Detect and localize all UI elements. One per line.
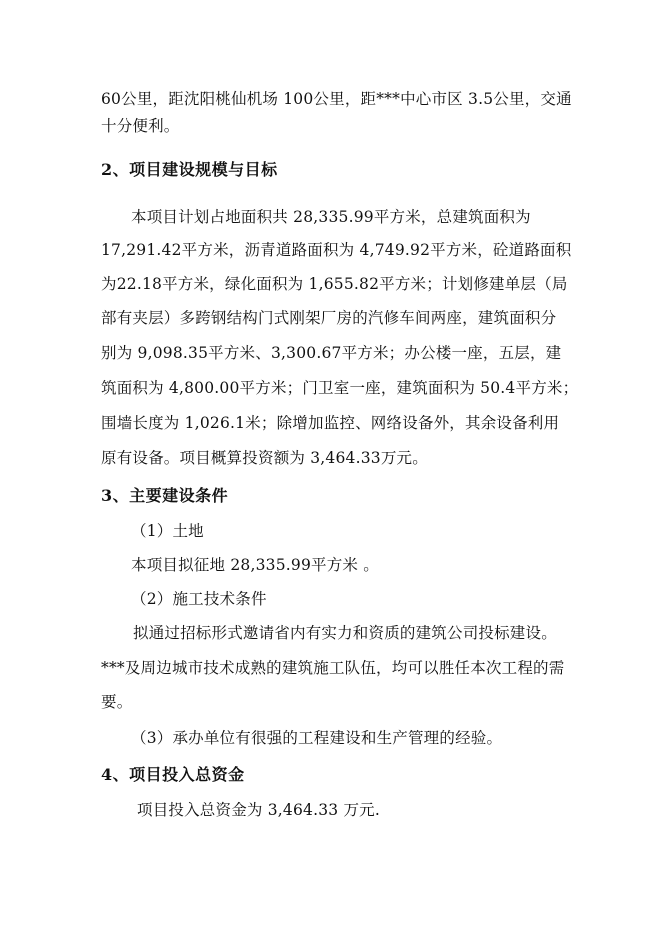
tech-line-3: 要。 [101,693,133,711]
location-line-2: 十分便利。 [101,117,180,135]
land-label: （1）土地 [131,522,204,540]
land-text: 本项目拟征地 28,335.99平方米 。 [131,556,379,574]
section-4-heading: 4、项目投入总资金 [101,765,245,784]
mgmt-text: （3）承办单位有很强的工程建设和生产管理的经验。 [131,729,503,747]
tech-label: （2）施工技术条件 [131,590,267,608]
section-2-line-5: 别为 9,098.35平方米、3,300.67平方米；办公楼一座，五层，建 [101,344,562,362]
location-line-1: 60公里，距沈阳桃仙机场 100公里，距***中心市区 3.5公里，交通 [101,90,572,108]
section-2-line-1: 本项目计划占地面积共 28,335.99平方米，总建筑面积为 [131,208,531,226]
tech-line-1: 拟通过招标形式邀请省内有实力和资质的建筑公司投标建设。 [133,624,557,642]
section-2-line-8: 原有设备。项目概算投资额为 3,464.33万元。 [101,449,428,467]
section-2-heading: 2、项目建设规模与目标 [101,160,278,179]
section-2-line-7: 围墙长度为 1,026.1米；除增加监控、网络设备外，其余设备利用 [101,414,560,432]
section-4-text: 项目投入总资金为 3,464.33 万元. [137,801,381,819]
section-2-line-6: 筑面积为 4,800.00平方米；门卫室一座，建筑面积为 50.4平方米； [101,379,579,397]
section-2-line-2: 17,291.42平方米，沥青道路面积为 4,749.92平方米，砼道路面积 [101,241,572,259]
section-3-heading: 3、主要建设条件 [101,486,229,505]
tech-line-2: ***及周边城市技术成熟的建筑施工队伍，均可以胜任本次工程的需 [101,659,565,677]
section-2-line-4: 部有夹层）多跨钢结构门式刚架厂房的汽修车间两座，建筑面积分 [101,309,557,327]
section-2-line-3: 为22.18平方米，绿化面积为 1,655.82平方米；计划修建单层（局 [101,275,568,293]
